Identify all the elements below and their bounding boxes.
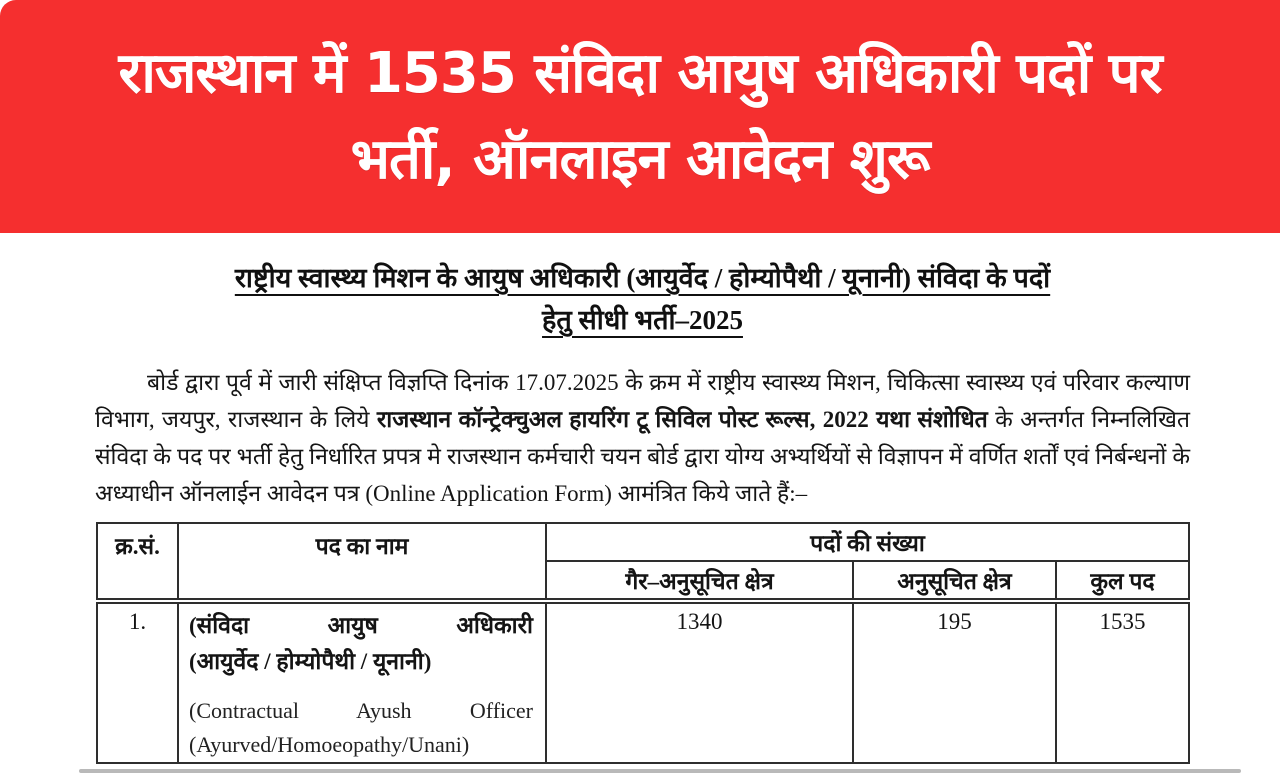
document-title [95,258,1190,342]
document-title-line1: राष्ट्रीय स्वास्थ्य मिशन के आयुष अधिकारी (आयुर्वेद / होम्योपैथी / यूनानी) संविदा के पदों [234,263,1051,293]
notification-paragraph [95,364,1190,512]
header-non-scheduled-area: गैर–अनुसूचित क्षेत्र [546,561,853,601]
table-row [97,601,1189,763]
cell-total-count: 1535 [1056,601,1189,763]
header-total-posts: कुल पद [1056,561,1189,601]
cell-scheduled-count: 195 [853,601,1056,763]
headline-banner [0,0,1280,233]
post-name-hindi-line1: (संविदा आयुष अधिकारी [189,612,533,638]
header-serial: क्र.सं. [97,523,178,601]
paragraph-rules-bold: राजस्थान कॉन्ट्रेक्चुअल हायरिंग टू सिविल पोस्ट रूल्स, 2022 यथा संशोधित [376,406,988,432]
post-name-english-line1: (Contractual Ayush Officer [189,697,533,723]
post-name-english-line2: (Ayurved/Homoeopathy/Unani) [189,731,470,757]
paragraph-part3: के अन्तर्गत निम्नलिखित संविदा के पद पर भर्ती हेतु निर्धारित प्रपत्र मे राजस्थान कर्मचारी चयन बोर्ड द्वारा योग्य अभ्यर्थियों से विज्ञापन में वर्णित शर्तों एवं निर्बन्धनों के अध्याधीन ऑनलाईन आवेदन पत्र (Online Application Form) आमंत्रित किये जाते हैं:– [95,406,1190,506]
scan-edge-artifact [79,769,1241,773]
paragraph-part1: बोर्ड द्वारा पूर्व में जारी संक्षिप्त विज्ञप्ति दिनांक 17.07.2025 के क्रम में राष्ट्रीय स्वास्थ्य मिशन, चिकित्सा स्वास्थ्य एवं परिवार कल्याण विभाग, जयपुर, राजस्थान के लिये [95,369,1190,432]
cell-post-name [178,601,546,763]
header-post-name: पद का नाम [178,523,546,601]
cell-non-scheduled-count: 1340 [546,601,853,763]
notification-document [0,233,1280,773]
post-name-hindi-line2: (आयुर्वेद / होम्योपैथी / यूनानी) [189,648,432,674]
cell-serial: 1. [97,601,178,763]
banner-title-line1: राजस्थान में 1535 संविदा आयुष अधिकारी पदों पर [118,41,1162,107]
vacancy-table [96,522,1190,764]
header-posts-count: पदों की संख्या [546,523,1189,561]
header-scheduled-area: अनुसूचित क्षेत्र [853,561,1056,601]
document-title-line2: हेतु सीधी भर्ती–2025 [542,304,743,335]
banner-title-line2: भर्ती, ऑनलाइन आवेदन शुरू [350,126,930,192]
